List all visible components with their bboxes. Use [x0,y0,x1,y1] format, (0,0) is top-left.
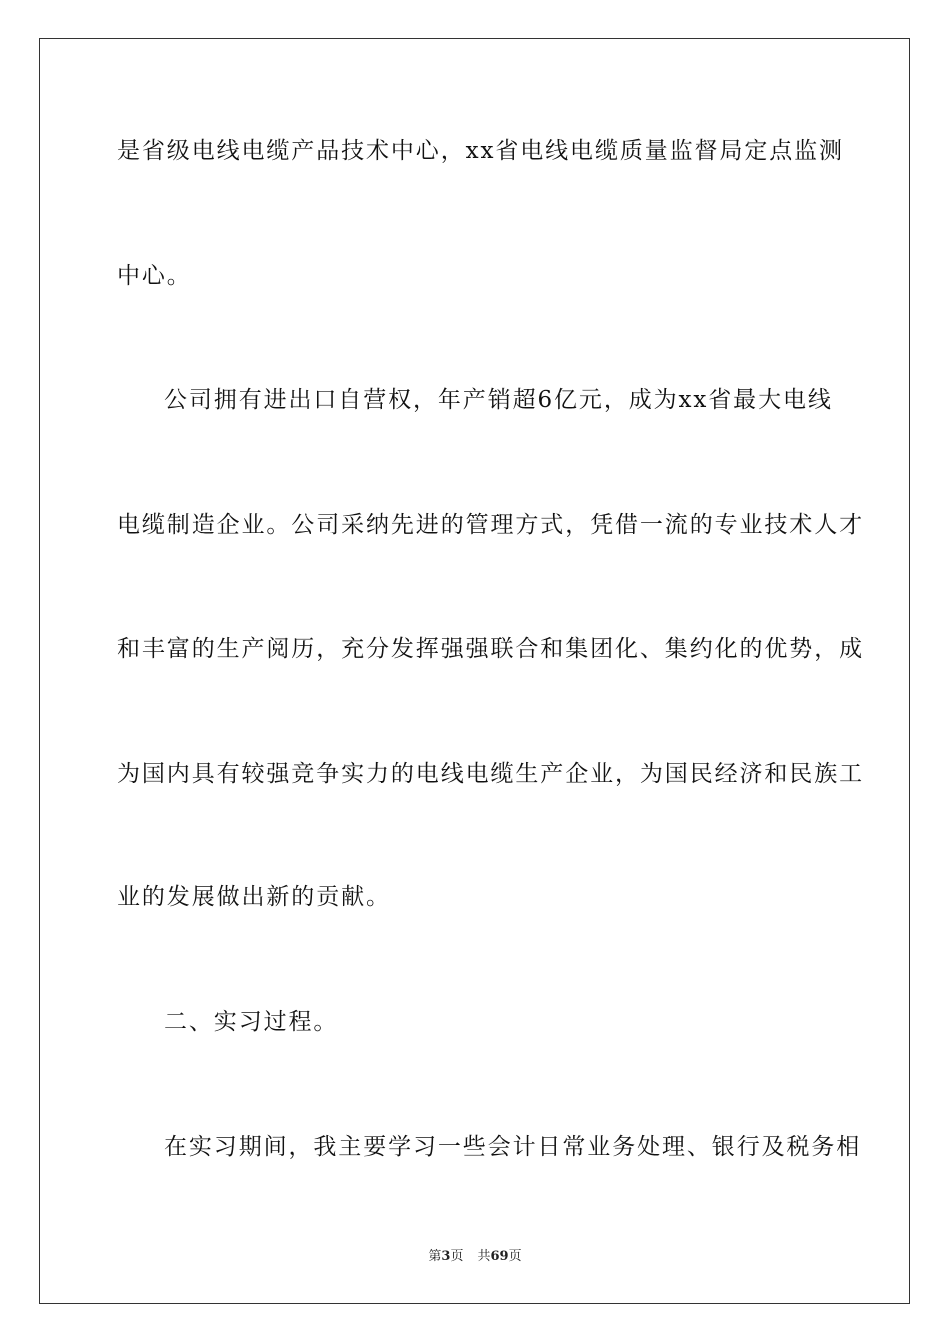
page-number: 3 [441,1249,451,1264]
paragraph-line: 和丰富的生产阅历，充分发挥强强联合和集团化、集约化的优势，成 [117,636,864,662]
total-prefix: 共 [477,1249,491,1264]
paragraph-line: 在实习期间，我主要学习一些会计日常业务处理、银行及税务相 [164,1134,862,1160]
paragraph-line: 公司拥有进出口自营权，年产销超6亿元，成为xx省最大电线 [164,387,833,413]
paragraph-line: 电缆制造企业。公司采纳先进的管理方式，凭借一流的专业技术人才 [117,512,864,538]
paragraph-line: 业的发展做出新的贡献。 [117,884,391,910]
paragraph-line: 是省级电线电缆产品技术中心，xx省电线电缆质量监督局定点监测 [117,138,844,164]
page-suffix: 页 [450,1249,464,1264]
paragraph-line: 中心。 [117,263,192,289]
page-footer [0,1248,950,1266]
total-suffix: 页 [508,1249,522,1264]
page-border [39,38,910,1304]
page-prefix: 第 [428,1249,442,1264]
section-heading: 二、实习过程。 [164,1009,339,1035]
paragraph-line: 为国内具有较强竞争实力的电线电缆生产企业，为国民经济和民族工 [117,761,864,787]
total-pages: 69 [490,1249,509,1264]
